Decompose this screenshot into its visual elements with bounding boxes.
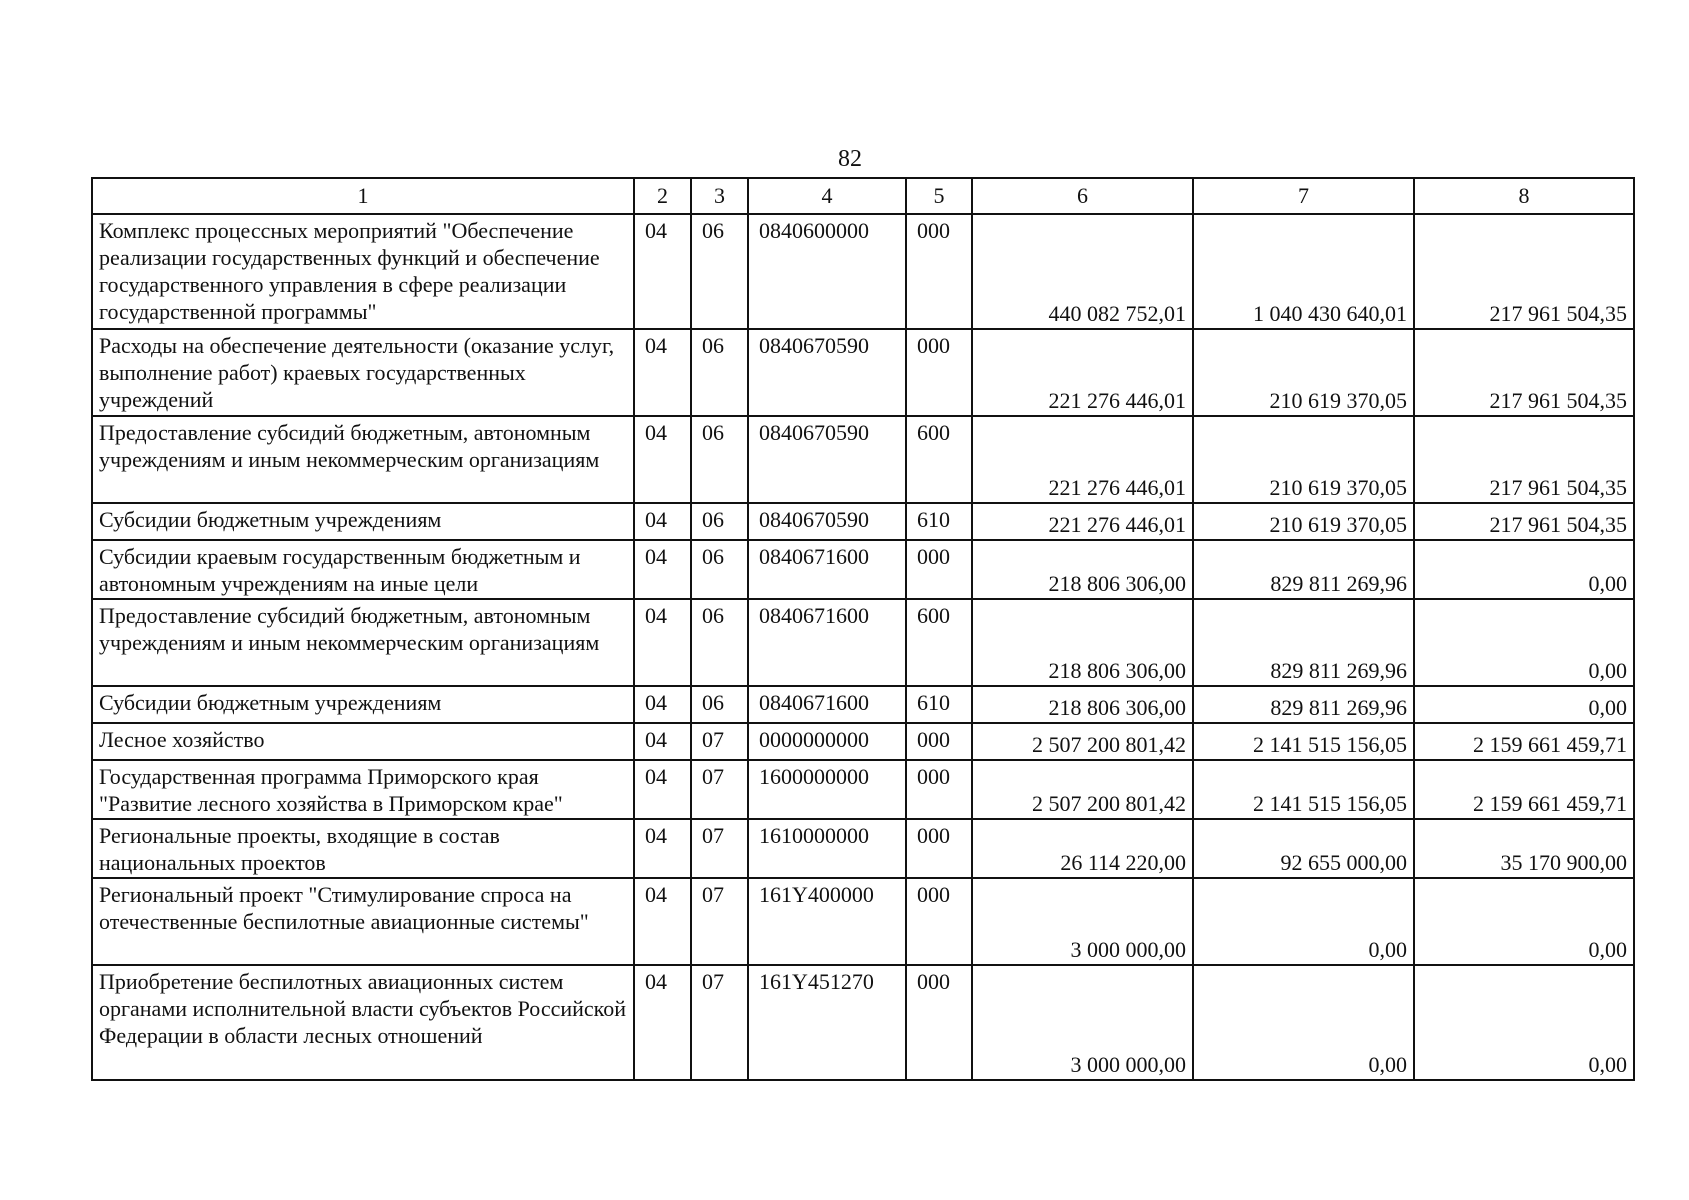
header-cell: 4 [748, 178, 906, 214]
section-code: 04 [634, 599, 691, 686]
amount-col8: 35 170 900,00 [1414, 819, 1634, 878]
row-name: Региональный проект "Стимулирование спроса на отечественные беспилотные авиационные системы" [92, 878, 634, 965]
amount-col7: 829 811 269,96 [1193, 540, 1414, 599]
subsection-code: 06 [691, 214, 748, 329]
amount-col6: 221 276 446,01 [972, 416, 1193, 503]
header-cell: 2 [634, 178, 691, 214]
amount-col7: 0,00 [1193, 965, 1414, 1080]
expense-type-code: 610 [906, 503, 972, 540]
amount-col8: 0,00 [1414, 965, 1634, 1080]
amount-col8: 217 961 504,35 [1414, 329, 1634, 416]
table-row [92, 878, 1634, 965]
amount-col7: 829 811 269,96 [1193, 599, 1414, 686]
header-cell: 3 [691, 178, 748, 214]
header-cell: 8 [1414, 178, 1634, 214]
expense-type-code: 600 [906, 599, 972, 686]
table-row [92, 503, 1634, 540]
expense-type-code: 000 [906, 965, 972, 1080]
amount-col6: 3 000 000,00 [972, 878, 1193, 965]
amount-col8: 217 961 504,35 [1414, 214, 1634, 329]
section-code: 04 [634, 416, 691, 503]
table-row [92, 760, 1634, 819]
section-code: 04 [634, 723, 691, 760]
target-article-code: 1610000000 [748, 819, 906, 878]
header-cell: 5 [906, 178, 972, 214]
amount-col6: 3 000 000,00 [972, 965, 1193, 1080]
target-article-code: 161Y400000 [748, 878, 906, 965]
amount-col8: 0,00 [1414, 540, 1634, 599]
amount-col7: 210 619 370,05 [1193, 416, 1414, 503]
subsection-code: 06 [691, 329, 748, 416]
amount-col6: 218 806 306,00 [972, 686, 1193, 723]
amount-col8: 0,00 [1414, 599, 1634, 686]
amount-col8: 2 159 661 459,71 [1414, 760, 1634, 819]
amount-col7: 0,00 [1193, 878, 1414, 965]
row-name: Приобретение беспилотных авиационных систем органами исполнительной власти субъектов Российской Федерации в области лесных отношений [92, 965, 634, 1080]
row-name: Лесное хозяйство [92, 723, 634, 760]
target-article-code: 0840670590 [748, 503, 906, 540]
amount-col6: 440 082 752,01 [972, 214, 1193, 329]
amount-col8: 0,00 [1414, 686, 1634, 723]
amount-col7: 210 619 370,05 [1193, 329, 1414, 416]
subsection-code: 06 [691, 686, 748, 723]
row-name: Субсидии краевым государственным бюджетным и автономным учреждениям на иные цели [92, 540, 634, 599]
page-number: 82 [838, 146, 862, 172]
expense-type-code: 000 [906, 819, 972, 878]
row-name: Предоставление субсидий бюджетным, автономным учреждениям и иным некоммерческим организациям [92, 599, 634, 686]
amount-col7: 92 655 000,00 [1193, 819, 1414, 878]
amount-col6: 2 507 200 801,42 [972, 723, 1193, 760]
amount-col7: 2 141 515 156,05 [1193, 760, 1414, 819]
header-row [92, 178, 1634, 214]
subsection-code: 06 [691, 599, 748, 686]
expense-type-code: 000 [906, 723, 972, 760]
target-article-code: 0840671600 [748, 599, 906, 686]
target-article-code: 0000000000 [748, 723, 906, 760]
target-article-code: 0840671600 [748, 686, 906, 723]
section-code: 04 [634, 329, 691, 416]
section-code: 04 [634, 819, 691, 878]
amount-col6: 221 276 446,01 [972, 503, 1193, 540]
expense-type-code: 000 [906, 540, 972, 599]
table-row [92, 723, 1634, 760]
amount-col7: 210 619 370,05 [1193, 503, 1414, 540]
section-code: 04 [634, 686, 691, 723]
subsection-code: 07 [691, 819, 748, 878]
row-name: Государственная программа Приморского края "Развитие лесного хозяйства в Приморском крае" [92, 760, 634, 819]
subsection-code: 07 [691, 723, 748, 760]
amount-col6: 26 114 220,00 [972, 819, 1193, 878]
amount-col8: 217 961 504,35 [1414, 503, 1634, 540]
expense-type-code: 000 [906, 878, 972, 965]
target-article-code: 0840600000 [748, 214, 906, 329]
subsection-code: 07 [691, 760, 748, 819]
section-code: 04 [634, 540, 691, 599]
row-name: Субсидии бюджетным учреждениям [92, 503, 634, 540]
row-name: Предоставление субсидий бюджетным, автономным учреждениям и иным некоммерческим организациям [92, 416, 634, 503]
subsection-code: 07 [691, 965, 748, 1080]
section-code: 04 [634, 214, 691, 329]
subsection-code: 06 [691, 416, 748, 503]
amount-col7: 2 141 515 156,05 [1193, 723, 1414, 760]
subsection-code: 06 [691, 540, 748, 599]
target-article-code: 161Y451270 [748, 965, 906, 1080]
section-code: 04 [634, 878, 691, 965]
table-row [92, 686, 1634, 723]
table-row [92, 214, 1634, 329]
amount-col7: 1 040 430 640,01 [1193, 214, 1414, 329]
row-name: Субсидии бюджетным учреждениям [92, 686, 634, 723]
table-row [92, 965, 1634, 1080]
target-article-code: 1600000000 [748, 760, 906, 819]
expense-type-code: 610 [906, 686, 972, 723]
amount-col6: 221 276 446,01 [972, 329, 1193, 416]
subsection-code: 07 [691, 878, 748, 965]
table-row [92, 540, 1634, 599]
table-row [92, 599, 1634, 686]
table-row [92, 329, 1634, 416]
header-cell: 1 [92, 178, 634, 214]
row-name: Региональные проекты, входящие в состав национальных проектов [92, 819, 634, 878]
amount-col8: 0,00 [1414, 878, 1634, 965]
section-code: 04 [634, 965, 691, 1080]
section-code: 04 [634, 503, 691, 540]
header-cell: 6 [972, 178, 1193, 214]
amount-col7: 829 811 269,96 [1193, 686, 1414, 723]
table-row [92, 819, 1634, 878]
expense-type-code: 000 [906, 214, 972, 329]
amount-col6: 218 806 306,00 [972, 540, 1193, 599]
amount-col8: 2 159 661 459,71 [1414, 723, 1634, 760]
target-article-code: 0840670590 [748, 329, 906, 416]
target-article-code: 0840671600 [748, 540, 906, 599]
row-name: Расходы на обеспечение деятельности (оказание услуг, выполнение работ) краевых государственных учреждений [92, 329, 634, 416]
header-cell: 7 [1193, 178, 1414, 214]
expense-type-code: 000 [906, 760, 972, 819]
expense-type-code: 000 [906, 329, 972, 416]
expense-type-code: 600 [906, 416, 972, 503]
section-code: 04 [634, 760, 691, 819]
amount-col8: 217 961 504,35 [1414, 416, 1634, 503]
budget-table [91, 177, 1635, 1081]
amount-col6: 218 806 306,00 [972, 599, 1193, 686]
table-row [92, 416, 1634, 503]
target-article-code: 0840670590 [748, 416, 906, 503]
subsection-code: 06 [691, 503, 748, 540]
row-name: Комплекс процессных мероприятий "Обеспечение реализации государственных функций и обеспечение государственного управления в сфере реализации государственной программы" [92, 214, 634, 329]
amount-col6: 2 507 200 801,42 [972, 760, 1193, 819]
